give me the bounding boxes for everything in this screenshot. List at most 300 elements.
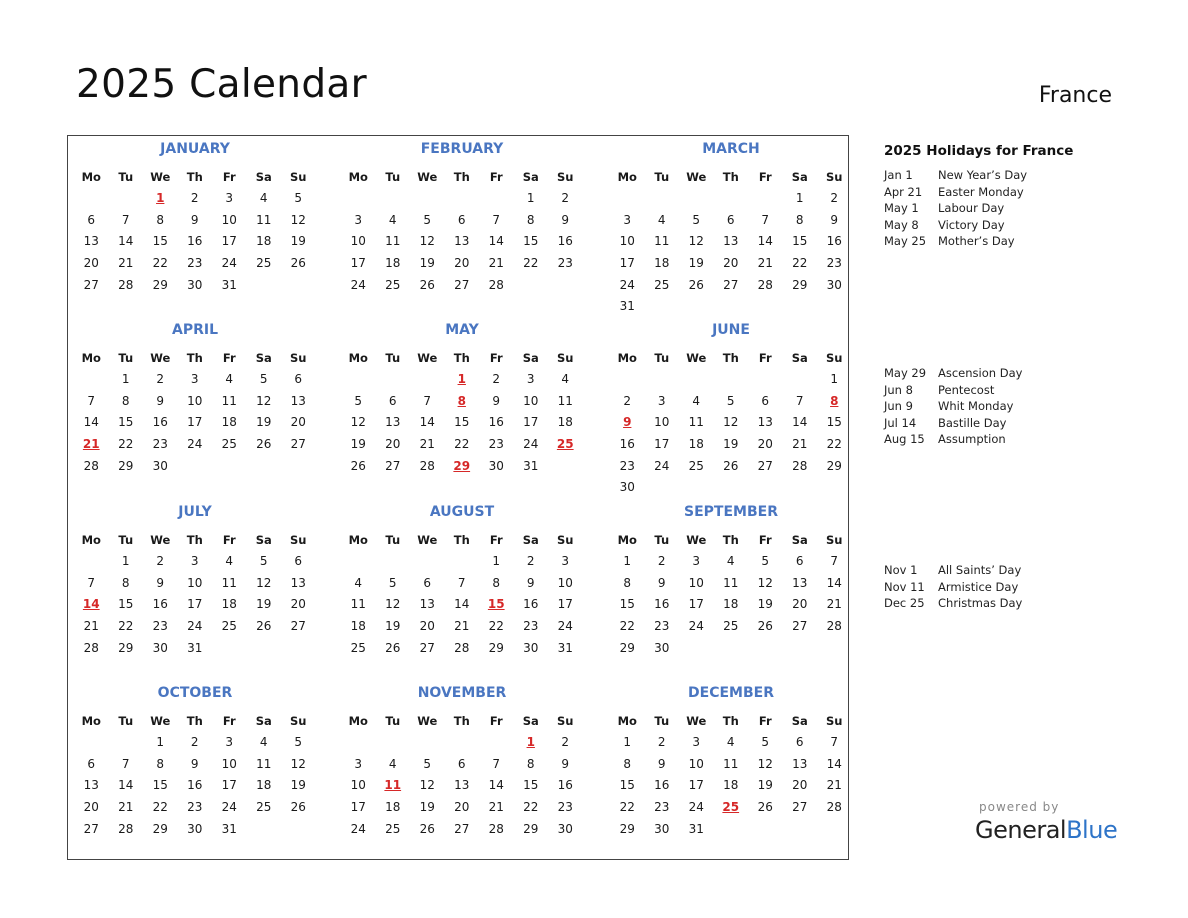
day-cell: 1 [526, 191, 535, 205]
holiday-name: Assumption [938, 432, 1006, 446]
week-row [610, 616, 852, 638]
page-title: 2025 Calendar [76, 62, 367, 107]
day-cell: 27 [454, 821, 470, 836]
day-cell: 6 [87, 212, 96, 227]
week-row [341, 797, 583, 819]
day-cell: 2 [657, 554, 666, 568]
empty-day-cell [281, 275, 316, 297]
empty-day-cell [714, 369, 749, 391]
day-cell: 10 [688, 575, 704, 590]
day-cell: 3 [190, 372, 199, 386]
day-cell: 16 [523, 597, 539, 612]
day-cell: 7 [761, 212, 770, 227]
holiday-day-cell: 1 [526, 735, 535, 749]
holiday-group [884, 562, 1022, 612]
day-cell: 6 [457, 212, 466, 227]
day-cell: 10 [221, 756, 237, 771]
day-cell: 30 [523, 640, 539, 655]
holiday-day-cell: 14 [82, 597, 100, 612]
holiday-name: Christmas Day [938, 596, 1023, 610]
day-cell: 23 [557, 800, 573, 815]
weekday-label: Fr [758, 351, 772, 365]
week-row [74, 231, 316, 253]
empty-day-cell [74, 188, 109, 210]
day-cell: 26 [757, 800, 773, 815]
weekday-label: Sa [255, 351, 272, 365]
weekday-label: Tu [654, 170, 670, 184]
day-cell: 10 [523, 393, 539, 408]
holiday-entry [884, 398, 1022, 415]
day-cell: 23 [152, 437, 168, 452]
day-cell: 22 [454, 437, 470, 452]
holiday-day-cell: 29 [453, 458, 471, 473]
holiday-date: Nov 11 [884, 579, 925, 594]
day-cell: 26 [385, 640, 401, 655]
day-cell: 15 [454, 415, 470, 430]
day-cell: 11 [723, 575, 739, 590]
day-cell: 13 [290, 393, 306, 408]
day-cell: 6 [726, 212, 735, 227]
week-row [341, 754, 583, 776]
weekday-label: Fr [489, 714, 503, 728]
day-cell: 15 [152, 234, 168, 249]
day-cell: 5 [259, 372, 268, 386]
empty-day-cell [247, 819, 282, 841]
day-cell: 31 [523, 458, 539, 473]
day-cell: 24 [187, 437, 203, 452]
day-cell: 4 [225, 372, 234, 386]
holiday-entry [884, 167, 1027, 184]
month-name: AUGUST [429, 504, 495, 520]
day-cell: 30 [826, 277, 842, 292]
day-cell: 7 [423, 393, 432, 408]
holiday-name: Pentecost [938, 382, 995, 397]
day-cell: 15 [118, 597, 134, 612]
empty-day-cell [341, 732, 376, 754]
day-cell: 21 [757, 256, 773, 271]
day-cell: 5 [692, 212, 701, 227]
day-cell: 21 [83, 619, 99, 634]
day-cell: 13 [792, 756, 808, 771]
day-cell: 2 [657, 735, 666, 749]
day-cell: 10 [688, 756, 704, 771]
week-row [341, 210, 583, 232]
weekday-label: Mo [348, 533, 368, 547]
weekday-label: Sa [255, 170, 272, 184]
holiday-name: Bastille Day [938, 415, 1007, 430]
day-cell: 3 [692, 554, 701, 568]
day-cell: 14 [488, 778, 504, 793]
day-cell: 29 [118, 640, 134, 655]
week-row [610, 434, 852, 456]
weekday-label: Mo [617, 533, 637, 547]
week-row [341, 434, 583, 456]
week-row [610, 754, 852, 776]
weekday-label: Sa [522, 351, 539, 365]
weekday-label: Fr [489, 533, 503, 547]
week-row [341, 616, 583, 638]
month-name: OCTOBER [157, 685, 233, 701]
day-cell: 17 [557, 597, 573, 612]
holiday-day-cell: 15 [487, 597, 505, 612]
month-december [610, 684, 852, 840]
weekday-label: Mo [617, 351, 637, 365]
holiday-entry [884, 365, 1022, 382]
country-name: France [1038, 83, 1112, 108]
month-name: FEBRUARY [420, 141, 504, 157]
empty-day-cell [679, 369, 714, 391]
day-cell: 15 [619, 597, 635, 612]
empty-day-cell [376, 188, 411, 210]
day-cell: 3 [623, 212, 632, 227]
day-cell: 2 [561, 735, 570, 749]
weekday-label: Tu [654, 714, 670, 728]
day-cell: 14 [83, 415, 99, 430]
weekday-label: Su [290, 714, 307, 728]
day-cell: 13 [454, 234, 470, 249]
day-cell: 25 [256, 800, 272, 815]
day-cell: 2 [190, 191, 199, 205]
week-row [74, 275, 316, 297]
empty-day-cell [748, 296, 783, 318]
week-row [74, 253, 316, 275]
day-cell: 19 [723, 437, 739, 452]
week-row [341, 275, 583, 297]
day-cell: 12 [688, 234, 704, 249]
holiday-entry [884, 382, 1022, 399]
empty-day-cell [410, 188, 445, 210]
week-row [74, 616, 316, 638]
day-cell: 11 [350, 597, 366, 612]
day-cell: 2 [492, 372, 501, 386]
day-cell: 21 [826, 597, 842, 612]
month-january [74, 140, 316, 296]
holiday-name: New Year’s Day [938, 168, 1028, 182]
day-cell: 19 [290, 778, 306, 793]
day-cell: 21 [488, 256, 504, 271]
day-cell: 20 [83, 800, 99, 815]
day-cell: 5 [294, 191, 303, 205]
day-cell: 9 [156, 393, 165, 408]
brand-blue: Blue [1066, 816, 1118, 844]
day-cell: 7 [830, 735, 839, 749]
day-cell: 8 [526, 212, 535, 227]
day-cell: 23 [619, 458, 635, 473]
empty-day-cell [376, 732, 411, 754]
day-cell: 24 [688, 800, 704, 815]
day-cell: 24 [187, 619, 203, 634]
weekday-label: Th [186, 714, 203, 728]
day-cell: 11 [723, 756, 739, 771]
day-cell: 8 [526, 756, 535, 771]
weekday-label: Sa [255, 533, 272, 547]
empty-day-cell [247, 638, 282, 660]
day-cell: 8 [623, 756, 632, 771]
weekday-label: Tu [385, 351, 401, 365]
day-cell: 21 [118, 256, 134, 271]
day-cell: 8 [121, 393, 130, 408]
day-cell: 6 [388, 393, 397, 408]
holiday-entry [884, 562, 1022, 579]
day-cell: 28 [83, 640, 99, 655]
empty-day-cell [479, 188, 514, 210]
day-cell: 21 [118, 800, 134, 815]
day-cell: 24 [350, 277, 366, 292]
week-row [74, 594, 316, 616]
day-cell: 18 [221, 415, 237, 430]
day-cell: 30 [152, 640, 168, 655]
day-cell: 12 [757, 575, 773, 590]
month-name: JUNE [712, 322, 750, 338]
day-cell: 28 [83, 458, 99, 473]
empty-day-cell [74, 369, 109, 391]
weekday-label: Mo [617, 170, 637, 184]
day-cell: 16 [557, 234, 573, 249]
day-cell: 29 [152, 821, 168, 836]
day-cell: 25 [256, 256, 272, 271]
weekday-label: Su [826, 351, 843, 365]
month-name: JULY [178, 504, 212, 520]
day-cell: 5 [259, 554, 268, 568]
day-cell: 10 [557, 575, 573, 590]
day-cell: 26 [757, 619, 773, 634]
weekday-label: Mo [81, 533, 101, 547]
day-cell: 30 [654, 821, 670, 836]
empty-day-cell [109, 188, 144, 210]
weekday-label: We [417, 170, 438, 184]
day-cell: 18 [688, 437, 704, 452]
weekday-label: Su [826, 533, 843, 547]
day-cell: 23 [488, 437, 504, 452]
month-name: NOVEMBER [417, 685, 507, 701]
day-cell: 23 [654, 800, 670, 815]
brand-general: General [975, 816, 1067, 844]
day-cell: 26 [419, 821, 435, 836]
day-cell: 17 [688, 778, 704, 793]
week-row [610, 819, 852, 841]
week-row [610, 296, 852, 318]
day-cell: 22 [619, 800, 635, 815]
day-cell: 22 [488, 619, 504, 634]
week-row [74, 391, 316, 413]
day-cell: 4 [657, 212, 666, 227]
weekday-label: Tu [654, 533, 670, 547]
weekday-label: We [417, 351, 438, 365]
holiday-date: Nov 1 [884, 563, 918, 577]
day-cell: 8 [121, 575, 130, 590]
day-cell: 21 [419, 437, 435, 452]
day-cell: 9 [657, 575, 666, 590]
weekday-header-row [341, 166, 583, 188]
day-cell: 15 [523, 778, 539, 793]
day-cell: 24 [350, 821, 366, 836]
weekday-label: Mo [81, 170, 101, 184]
day-cell: 6 [294, 372, 303, 386]
weekday-label: Th [722, 533, 739, 547]
day-cell: 4 [388, 756, 397, 771]
day-cell: 29 [118, 458, 134, 473]
day-cell: 6 [795, 735, 804, 749]
empty-day-cell [109, 732, 144, 754]
weekday-label: Sa [522, 714, 539, 728]
day-cell: 9 [830, 212, 839, 227]
day-cell: 7 [492, 756, 501, 771]
weekday-label: Tu [118, 351, 134, 365]
month-september [610, 503, 852, 659]
weekday-label: We [417, 714, 438, 728]
week-row [74, 754, 316, 776]
empty-day-cell [679, 188, 714, 210]
weekday-label: Th [722, 170, 739, 184]
day-cell: 1 [121, 554, 130, 568]
empty-day-cell [783, 369, 818, 391]
powered-by-text: powered by [979, 800, 1060, 814]
day-cell: 2 [156, 372, 165, 386]
week-row [610, 188, 852, 210]
month-march [610, 140, 852, 318]
holiday-day-cell: 1 [156, 191, 165, 205]
weekday-label: Th [186, 533, 203, 547]
day-cell: 3 [354, 756, 363, 771]
day-cell: 23 [654, 619, 670, 634]
weekday-label: Th [453, 170, 470, 184]
holiday-name: Whit Monday [938, 399, 1014, 413]
day-cell: 14 [454, 597, 470, 612]
week-row [74, 819, 316, 841]
month-october [74, 684, 316, 840]
empty-day-cell [445, 732, 480, 754]
day-cell: 17 [523, 415, 539, 430]
weekday-label: Fr [489, 170, 503, 184]
day-cell: 28 [488, 821, 504, 836]
week-row [74, 369, 316, 391]
day-cell: 1 [623, 735, 632, 749]
holiday-name: Mother’s Day [938, 234, 1015, 248]
day-cell: 24 [654, 458, 670, 473]
day-cell: 6 [294, 554, 303, 568]
day-cell: 18 [385, 800, 401, 815]
day-cell: 14 [118, 778, 134, 793]
week-row [341, 551, 583, 573]
week-row [74, 638, 316, 660]
day-cell: 3 [692, 735, 701, 749]
day-cell: 3 [561, 554, 570, 568]
day-cell: 7 [830, 554, 839, 568]
empty-day-cell [748, 819, 783, 841]
day-cell: 22 [619, 619, 635, 634]
week-row [610, 594, 852, 616]
weekday-label: Tu [118, 714, 134, 728]
week-row [610, 253, 852, 275]
day-cell: 28 [488, 277, 504, 292]
day-cell: 5 [354, 393, 363, 408]
day-cell: 11 [256, 756, 272, 771]
holiday-date: Aug 15 [884, 432, 925, 446]
week-row [341, 253, 583, 275]
day-cell: 7 [457, 575, 466, 590]
empty-day-cell [817, 296, 852, 318]
week-row [341, 775, 583, 797]
day-cell: 11 [221, 575, 237, 590]
day-cell: 12 [290, 756, 306, 771]
empty-day-cell [783, 638, 818, 660]
day-cell: 14 [826, 756, 842, 771]
weekday-header-row [341, 710, 583, 732]
day-cell: 9 [561, 212, 570, 227]
weekday-label: We [686, 714, 707, 728]
day-cell: 18 [256, 234, 272, 249]
day-cell: 13 [83, 234, 99, 249]
month-november [341, 684, 583, 840]
day-cell: 22 [118, 437, 134, 452]
day-cell: 25 [350, 640, 366, 655]
weekday-label: Sa [791, 714, 808, 728]
day-cell: 20 [792, 597, 808, 612]
day-cell: 7 [121, 756, 130, 771]
month-name: DECEMBER [688, 685, 774, 701]
day-cell: 10 [187, 575, 203, 590]
week-row [74, 732, 316, 754]
week-row [341, 638, 583, 660]
day-cell: 20 [723, 256, 739, 271]
day-cell: 16 [187, 234, 203, 249]
empty-day-cell [514, 275, 549, 297]
day-cell: 9 [156, 575, 165, 590]
day-cell: 31 [221, 821, 237, 836]
weekday-label: Sa [522, 170, 539, 184]
week-row [610, 210, 852, 232]
weekday-label: Fr [222, 714, 236, 728]
day-cell: 20 [83, 256, 99, 271]
day-cell: 31 [557, 640, 573, 655]
day-cell: 5 [761, 735, 770, 749]
day-cell: 12 [256, 393, 272, 408]
day-cell: 20 [290, 415, 306, 430]
day-cell: 3 [190, 554, 199, 568]
holiday-name: Armistice Day [938, 579, 1019, 594]
week-row [610, 391, 852, 413]
day-cell: 30 [557, 821, 573, 836]
empty-day-cell [247, 456, 282, 478]
week-row [341, 231, 583, 253]
empty-day-cell [645, 296, 680, 318]
week-row [341, 819, 583, 841]
day-cell: 2 [190, 735, 199, 749]
day-cell: 6 [795, 554, 804, 568]
weekday-header-row [74, 529, 316, 551]
weekday-label: Su [826, 170, 843, 184]
week-row [74, 573, 316, 595]
weekday-header-row [74, 710, 316, 732]
day-cell: 1 [156, 735, 165, 749]
day-cell: 28 [118, 821, 134, 836]
day-cell: 25 [723, 619, 739, 634]
holiday-day-cell: 25 [722, 800, 740, 815]
weekday-label: Mo [81, 351, 101, 365]
day-cell: 6 [423, 575, 432, 590]
week-row [341, 412, 583, 434]
empty-day-cell [748, 188, 783, 210]
month-name: MAY [445, 322, 479, 338]
weekday-label: Fr [222, 170, 236, 184]
weekday-label: Th [453, 714, 470, 728]
week-row [341, 188, 583, 210]
month-august [341, 503, 583, 659]
day-cell: 4 [225, 554, 234, 568]
day-cell: 24 [557, 619, 573, 634]
day-cell: 18 [221, 597, 237, 612]
weekday-header-row [610, 710, 852, 732]
